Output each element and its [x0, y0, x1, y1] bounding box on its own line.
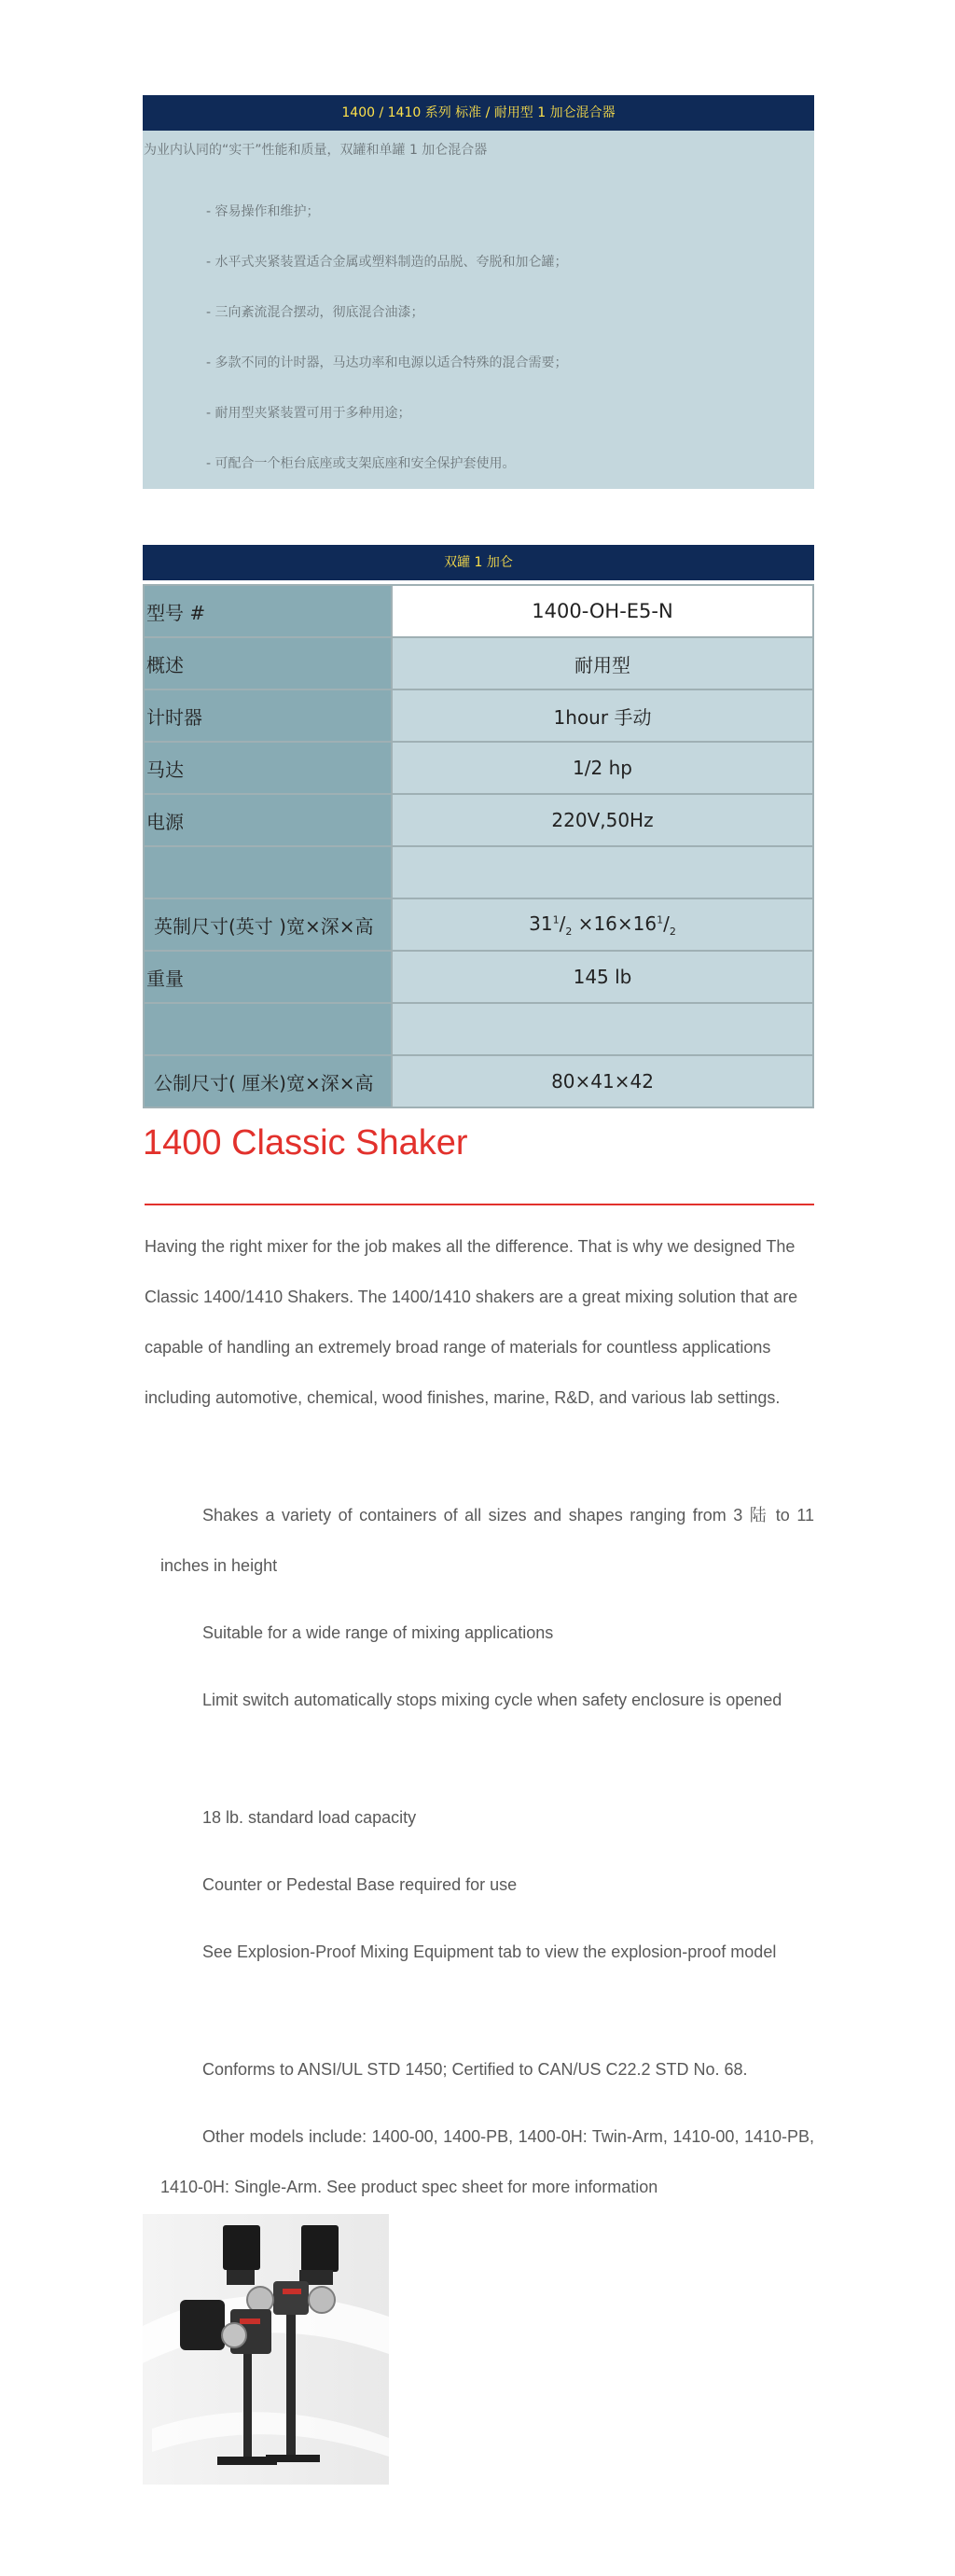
table-row: [144, 742, 813, 794]
table-row: [144, 951, 813, 1003]
table-row: [144, 846, 813, 898]
table-row: [144, 689, 813, 742]
feature-item: Conforms to ANSI/UL STD 1450; Certified to CAN/US C22.2 STD No. 68.: [202, 2060, 748, 2079]
classic-title: 1400 Classic Shaker: [143, 1123, 468, 1163]
spec-label-motor: 马达: [144, 742, 392, 794]
intro-bullet: - 容易操作和维护；: [206, 204, 320, 219]
spec-label-metric: 公制尺寸( 厘米)宽×深×高: [144, 1055, 392, 1107]
table-row: [144, 637, 813, 689]
spec-panel: [143, 545, 814, 1094]
feature-item: Suitable for a wide range of mixing applications: [202, 1623, 554, 1642]
spec-value-motor: 1/2 hp: [392, 742, 813, 794]
feature-item: 18 lb. standard load capacity: [202, 1808, 417, 1827]
spec-label-model: 型号 #: [144, 585, 392, 637]
spec-value-imperial: $31^1/_2 \times 16\times 16^1/_2$: [392, 898, 813, 951]
spec-label-empty: [144, 1003, 392, 1055]
spec-label-imperial: 英制尺寸(英寸 )宽×深×高: [144, 898, 392, 951]
classic-paragraph: Having the right mixer for the job makes all the difference. That is why we designed The Classic 1400/1410 Shakers. The 1400/1410 shakers are a great mixing solution that are capable of handling an extremely broad range of materials for countless applications including automotive, chemical, wood finishes, marine, R&D, and various lab settings.: [145, 1237, 798, 1407]
intro-bullet: - 三向紊流混合摆动，彻底混合油漆；: [206, 305, 424, 320]
spec-value-empty: [392, 1003, 813, 1055]
intro-bullet: - 耐用型夹紧装置可用于多种用途；: [206, 406, 411, 421]
spec-value-weight: 145 lb: [392, 951, 813, 1003]
intro-bullet: - 水平式夹紧装置适合金属或塑料制造的品脱、夸脱和加仑罐；: [206, 255, 568, 270]
table-row: [144, 585, 813, 637]
spec-value-metric: 80×41×42: [392, 1055, 813, 1107]
feature-item: Shakes a variety of containers of all sizes and shapes ranging from 3 陆 to 11 inches in height: [160, 1506, 814, 1575]
feature-item: Counter or Pedestal Base required for use: [202, 1875, 518, 1894]
spec-table: [143, 584, 814, 1108]
spec-label-timer: 计时器: [144, 689, 392, 742]
intro-bullet: - 多款不同的计时器，马达功率和电源以适合特殊的混合需要；: [206, 355, 568, 370]
spec-value-timer: 1hour 手动: [392, 689, 813, 742]
table-row: [144, 794, 813, 846]
feature-item: Limit switch automatically stops mixing cycle when safety enclosure is opened: [202, 1691, 782, 1709]
spec-value-empty: [392, 846, 813, 898]
spec-label-overview: 概述: [144, 637, 392, 689]
spec-label-weight: 重量: [144, 951, 392, 1003]
title-divider: [145, 1204, 814, 1205]
spec-value-overview: 耐用型: [392, 637, 813, 689]
intro-body: [143, 131, 814, 489]
spec-value-power: 220V,50Hz: [392, 794, 813, 846]
intro-panel: [143, 95, 814, 489]
table-row: [144, 1003, 813, 1055]
table-row: [144, 898, 813, 951]
intro-lead: 为业内认同的“实干”性能和质量，双罐和单罐 1 加仑混合器: [144, 143, 488, 158]
feature-item: See Explosion-Proof Mixing Equipment tab to view the explosion-proof model: [202, 1942, 777, 1961]
intro-header: 1400 / 1410 系列 标准 / 耐用型 1 加仑混合器: [143, 95, 814, 131]
spec-header: 双罐 1 加仑: [143, 545, 814, 580]
feature-item: Other models include: 1400-00, 1400-PB, 1400-0H: Twin-Arm, 1410-00, 1410-PB, 1410-0H: Single-Arm. See product spec sheet for more information: [160, 2127, 814, 2196]
product-image: [143, 2214, 389, 2485]
spec-value-model: 1400-OH-E5-N: [392, 585, 813, 637]
spec-label-empty: [144, 846, 392, 898]
intro-bullet: - 可配合一个柜台底座或支架底座和安全保护套使用。: [206, 456, 516, 471]
spec-label-power: 电源: [144, 794, 392, 846]
table-row: [144, 1055, 813, 1107]
